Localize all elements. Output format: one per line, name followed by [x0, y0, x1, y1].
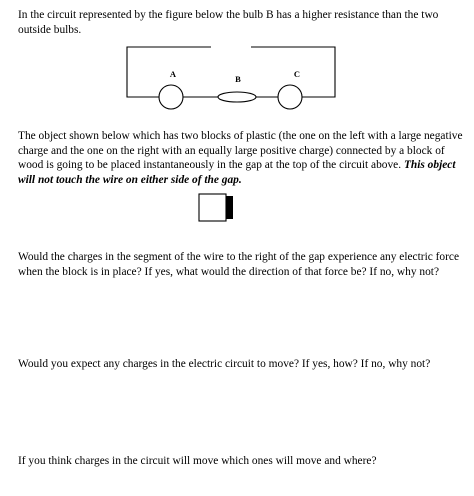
object-description-emphasis: This object will not touch the wire on either side of the gap.: [18, 159, 456, 186]
bulb-c: [278, 85, 302, 109]
intro-text: In the circuit represented by the figure below the bulb B has a higher resistance than the two outside bulbs.: [18, 9, 439, 36]
block-positive-end: [226, 196, 233, 219]
bulb-a: [159, 85, 183, 109]
bulb-c-label: C: [293, 69, 301, 79]
block-body: [199, 194, 226, 221]
bulb-b: [218, 92, 256, 102]
object-description-paragraph: [18, 129, 470, 187]
bulb-b-label: B: [235, 74, 241, 84]
bulb-a-label: A: [169, 69, 177, 79]
circuit-diagram: [125, 45, 337, 117]
question-3: If you think charges in the circuit will move which ones will move and where?: [18, 455, 377, 467]
charged-block-figure: [198, 193, 238, 223]
question-1: Would the charges in the segment of the wire to the right of the gap experience any electric force when the block is in place? If yes, what would the direction of that force be? If no, why not?: [18, 251, 460, 278]
object-description-text: The object shown below which has two blocks of plastic (the one on the left with a large negative charge and the one on the right with an equally large positive charge) connected by a block of wood is going to be placed instantaneously in the gap at the top of the circuit above.: [18, 130, 463, 172]
question-2: Would you expect any charges in the electric circuit to move? If yes, how? If no, why not?: [18, 358, 431, 370]
intro-paragraph: [18, 8, 470, 37]
